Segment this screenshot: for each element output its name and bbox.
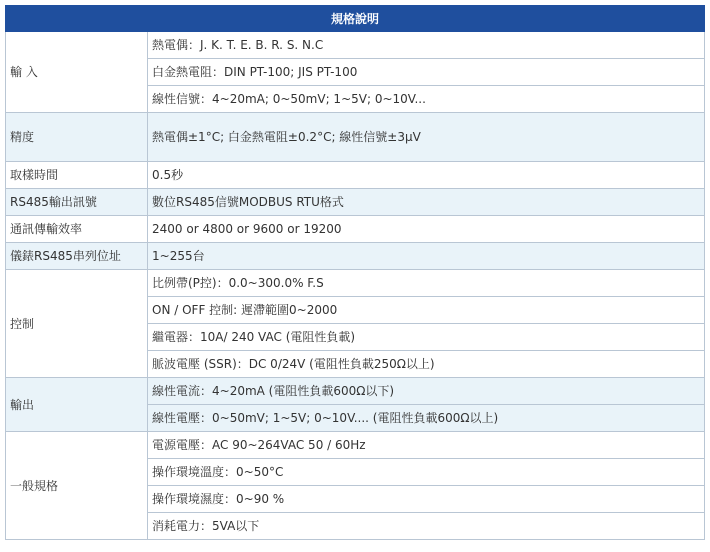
spec-value: 操作環境濕度：0~90 % xyxy=(148,486,705,513)
row-label-control: 控制 xyxy=(6,270,148,378)
row-label-accuracy: 精度 xyxy=(6,113,148,162)
spec-value: 比例帶(P控)：0.0~300.0% F.S xyxy=(148,270,705,297)
table-row xyxy=(6,113,705,162)
spec-table xyxy=(5,5,705,540)
spec-value: 數位RS485信號MODBUS RTU格式 xyxy=(148,189,705,216)
spec-value: 繼電器：10A/ 240 VAC (電阻性負載) xyxy=(148,324,705,351)
spec-table-container xyxy=(5,5,705,540)
table-row xyxy=(6,216,705,243)
spec-value: 熱電偶：J. K. T. E. B. R. S. N.C xyxy=(148,32,705,59)
row-label-input: 輸 入 xyxy=(6,32,148,113)
spec-value: 消耗電力：5VA以下 xyxy=(148,513,705,540)
row-label-rs485-output: RS485輸出訊號 xyxy=(6,189,148,216)
spec-value: 線性電壓：0~50mV; 1~5V; 0~10V.... (電阻性負載600Ω以上) xyxy=(148,405,705,432)
table-row xyxy=(6,32,705,59)
table-header-row xyxy=(6,6,705,32)
table-row xyxy=(6,270,705,297)
spec-value: 2400 or 4800 or 9600 or 19200 xyxy=(148,216,705,243)
table-title: 規格說明 xyxy=(6,6,705,32)
table-row xyxy=(6,243,705,270)
spec-value: 脈波電壓 (SSR)：DC 0/24V (電阻性負載250Ω以上) xyxy=(148,351,705,378)
row-label-baud: 通訊傳輸效率 xyxy=(6,216,148,243)
row-label-output: 輸出 xyxy=(6,378,148,432)
spec-value: 電源電壓：AC 90~264VAC 50 / 60Hz xyxy=(148,432,705,459)
table-row xyxy=(6,432,705,459)
row-label-sampling: 取樣時間 xyxy=(6,162,148,189)
table-row xyxy=(6,162,705,189)
row-label-address: 儀錶RS485串列位址 xyxy=(6,243,148,270)
spec-value: 操作環境溫度：0~50°C xyxy=(148,459,705,486)
table-row xyxy=(6,378,705,405)
table-row xyxy=(6,189,705,216)
spec-value: ON / OFF 控制: 遲滯範圍0~2000 xyxy=(148,297,705,324)
spec-value: 線性電流：4~20mA (電阻性負載600Ω以下) xyxy=(148,378,705,405)
spec-value: 0.5秒 xyxy=(148,162,705,189)
spec-value: 1~255台 xyxy=(148,243,705,270)
row-label-general: 一般規格 xyxy=(6,432,148,540)
spec-value: 熱電偶±1°C; 白金熱電阻±0.2°C; 線性信號±3μV xyxy=(148,113,705,162)
spec-value: 線性信號：4~20mA; 0~50mV; 1~5V; 0~10V... xyxy=(148,86,705,113)
spec-value: 白金熱電阻：DIN PT-100; JIS PT-100 xyxy=(148,59,705,86)
